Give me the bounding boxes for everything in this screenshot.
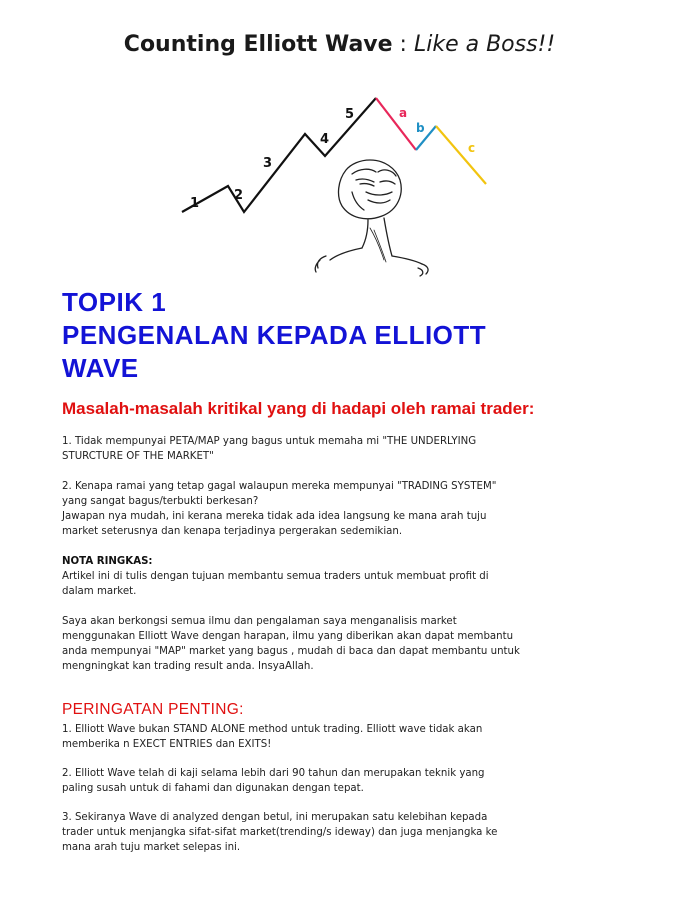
note-share-text: Saya akan berkongsi semua ilmu dan pengalaman saya menganalisis market menggunakan Elliott Wave dengan harapan, ilmu yang diberikan akan dapat membantu anda mempunyai "MAP" market yang bagus , mudah di baca dan dapat membantu untuk mengningkat kan trading result anda. InsyaAllah. (62, 616, 520, 672)
wave-label-b: b (416, 121, 425, 135)
topic-number: TOPIK 1 (62, 287, 167, 317)
rage-face-meme-icon (315, 160, 428, 276)
title-separator: : (392, 32, 414, 57)
page-title (0, 32, 679, 57)
wave-label-5: 5 (345, 107, 355, 122)
warning-item-2-text: 2. Elliott Wave telah di kaji selama lebih dari 90 tahun dan merupakan teknik yang paling susah untuk di fahami dan digunakan dengan tepat. (62, 768, 485, 794)
wave-label-c: c (468, 141, 476, 155)
problem-item-1-text: 1. Tidak mempunyai PETA/MAP yang bagus untuk memaha mi "THE UNDERLYING STURCTURE OF THE MARKET" (62, 436, 477, 462)
problem-item-2 (62, 479, 622, 539)
note-share (62, 614, 622, 674)
wave-label-3: 3 (263, 156, 273, 171)
wave-a-line (376, 98, 416, 150)
topic-title-line2: WAVE (62, 353, 139, 383)
note-text: Artikel ini di tulis dengan tujuan membantu semua traders untuk membuat profit di dalam market. (62, 571, 489, 597)
wave-label-1: 1 (190, 196, 200, 211)
problem-item-1 (62, 434, 622, 464)
wave-c-line (436, 126, 486, 184)
warning-item-1-text: 1. Elliott Wave bukan STAND ALONE method untuk trading. Elliott wave tidak akan memberika n EXECT ENTRIES dan EXITS! (62, 724, 483, 750)
warning-item-3-text: 3. Sekiranya Wave di analyzed dengan betul, ini merupakan satu kelebihan kepada trader untuk menjangka sifat-sifat market(trending/s ideway) dan juga menjangka ke mana arah tuju market selepas ini. (62, 812, 498, 853)
elliott-wave-illustration (170, 88, 500, 278)
problems-title: Masalah-masalah kritikal yang di hadapi oleh ramai trader: (62, 399, 535, 418)
wave-label-a: a (399, 106, 408, 120)
wave-label-4: 4 (320, 132, 330, 147)
note-section (62, 554, 622, 599)
warning-item-2 (62, 766, 622, 796)
warning-title: PERINGATAN PENTING: (62, 701, 244, 718)
topic-heading (62, 286, 486, 385)
warning-item-3 (62, 810, 622, 855)
note-title: NOTA RINGKAS: (62, 556, 153, 567)
warning-item-1 (62, 722, 622, 752)
wave-label-2: 2 (234, 188, 244, 203)
topic-title-line1: PENGENALAN KEPADA ELLIOTT (62, 320, 487, 350)
title-main: Counting Elliott Wave (123, 32, 393, 57)
title-tagline: Like a Boss!! (413, 32, 556, 57)
problem-item-2-text: 2. Kenapa ramai yang tetap gagal walaupun mereka mempunyai "TRADING SYSTEM" yang sangat bagus/terbukti berkesan? Jawapan nya mudah, ini kerana mereka tidak ada idea langsung ke mana arah tuju market seterusnya dan kenapa terjadinya pergerakan sedemikian. (62, 481, 497, 537)
